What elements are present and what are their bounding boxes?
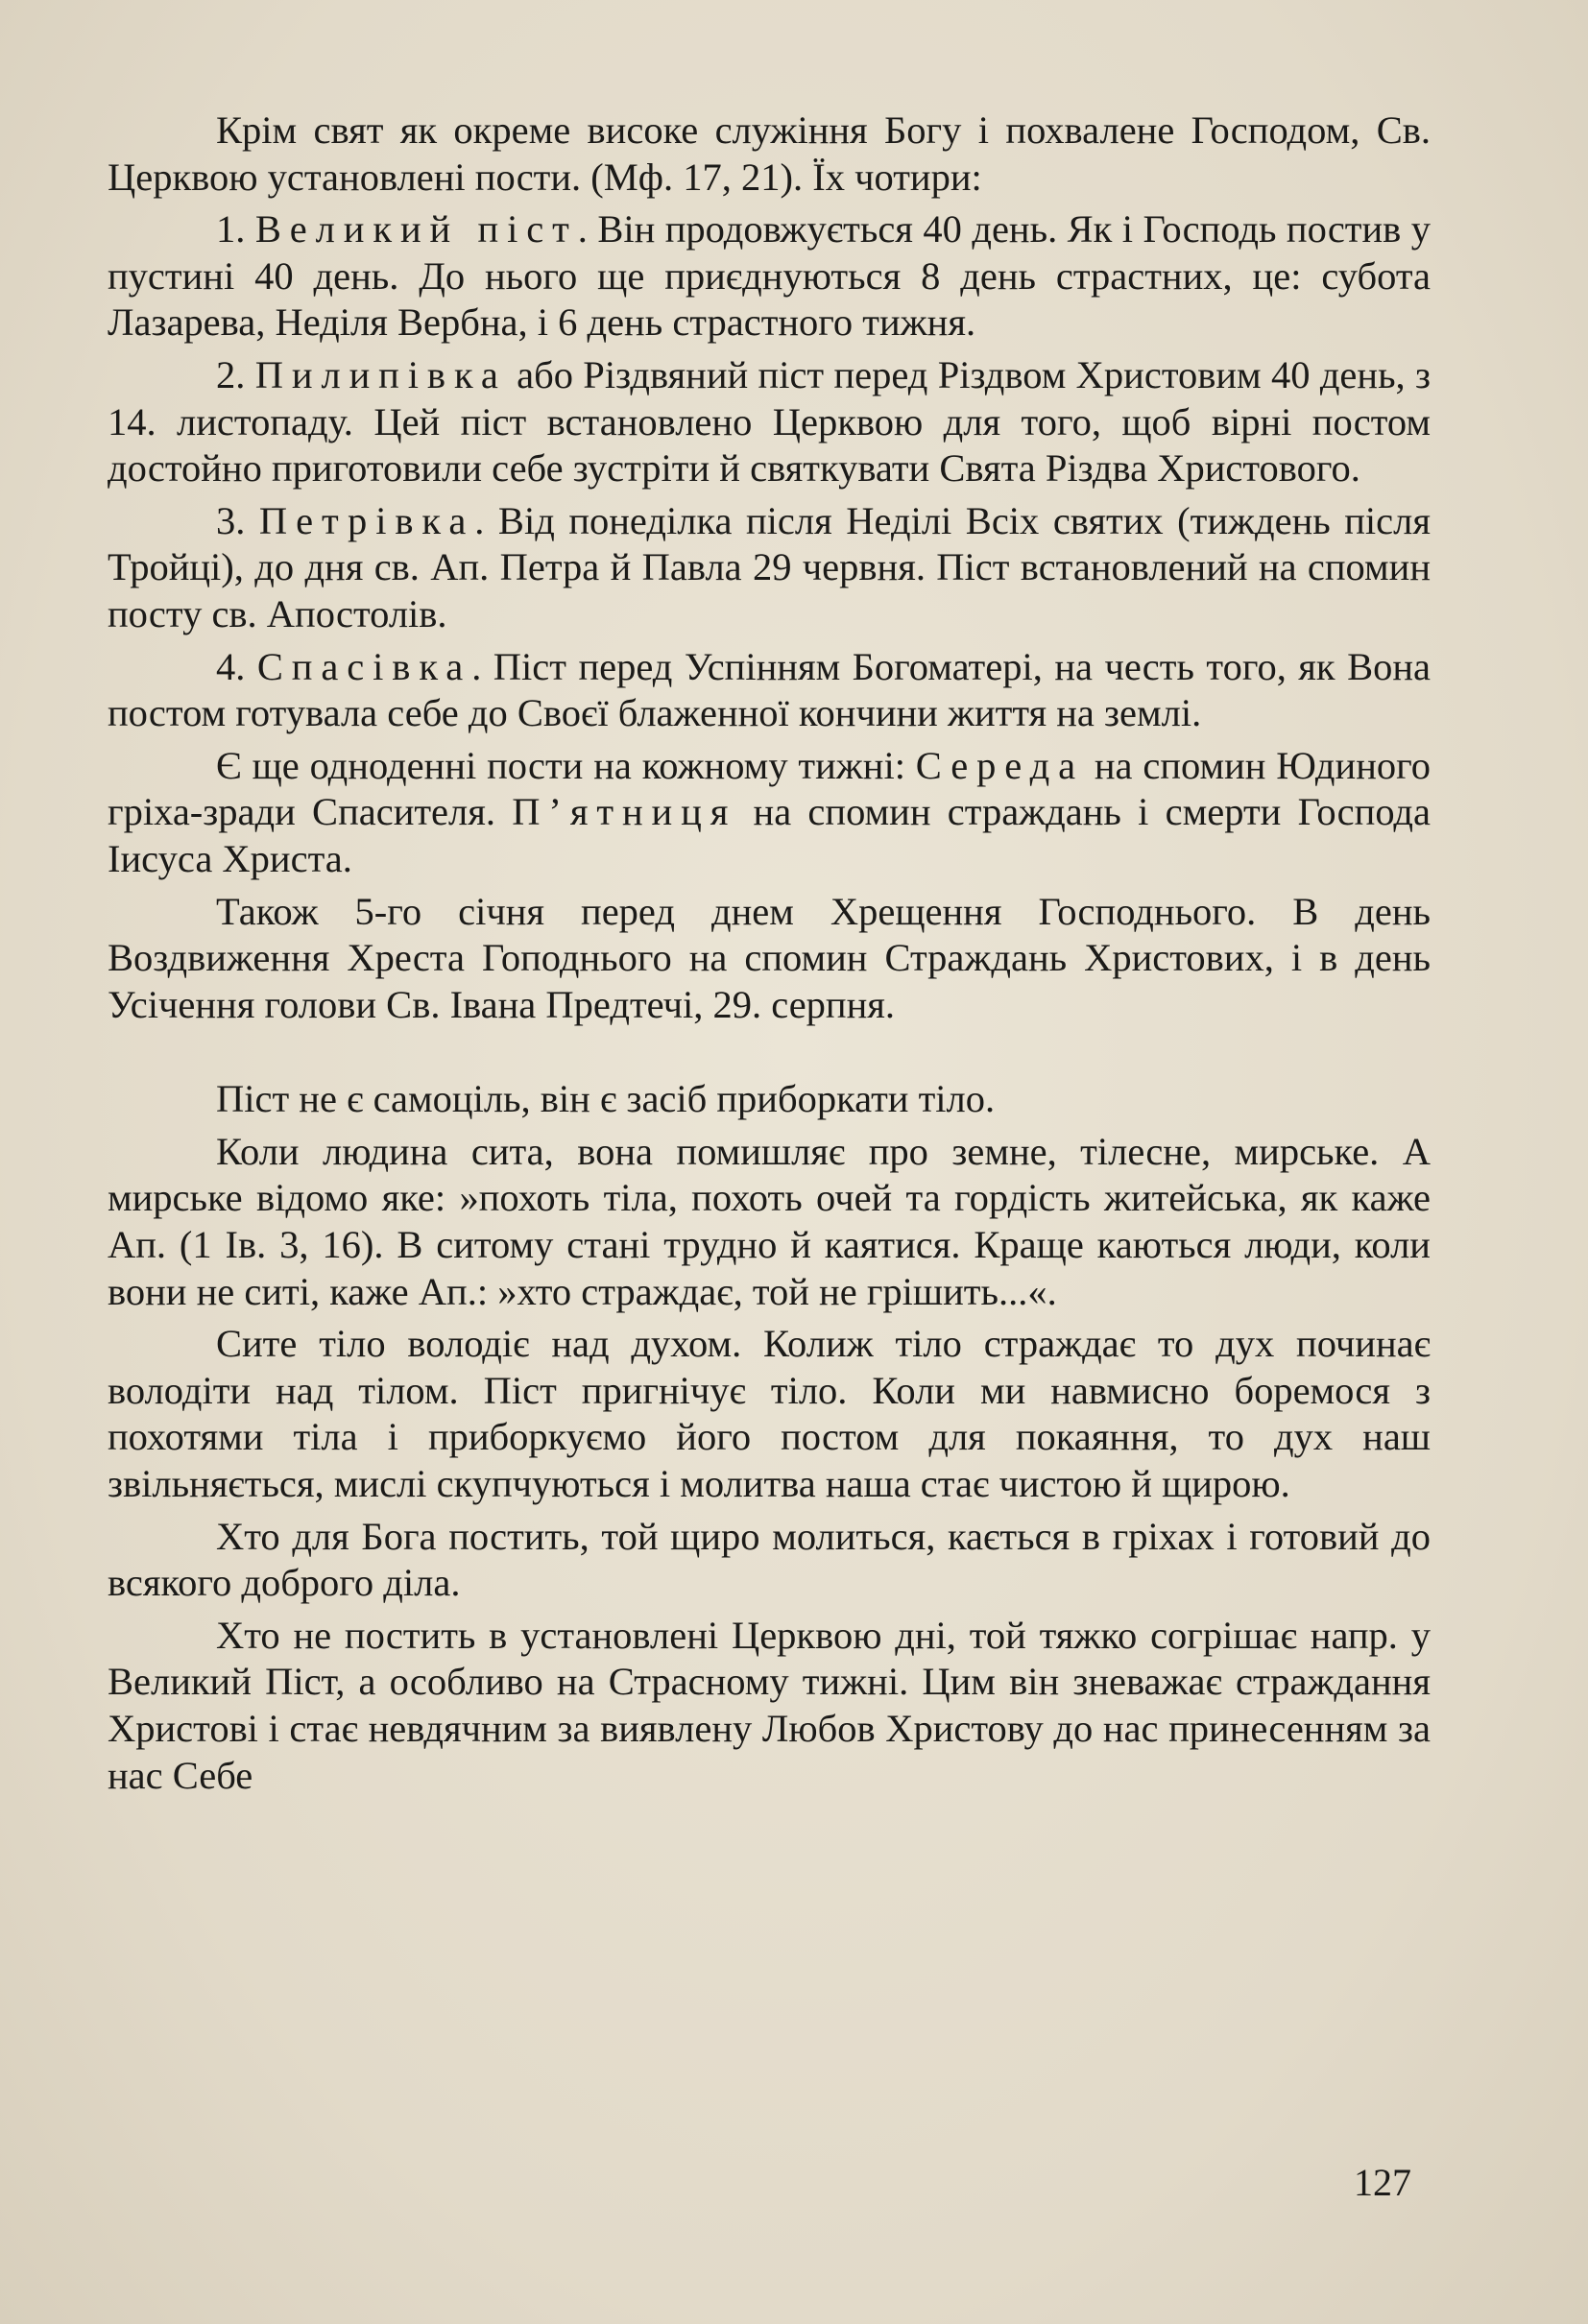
paragraph: [108, 743, 1431, 883]
paragraph: [108, 108, 1431, 201]
text-run: 4.: [216, 644, 257, 688]
body-text: [108, 108, 1431, 1805]
paragraph: [108, 1129, 1431, 1315]
paragraph: [108, 352, 1431, 492]
paragraph: [108, 206, 1431, 347]
text-run: Хто не постить в установлені Церквою дні, той тяжко согрішає напр. у Великий Піст, а особливо на Страсному тижні. Цим він зневажає страждання Христові і стає невдячним за виявлену Любов Христову до нас принесенням за нас Себе: [108, 1613, 1431, 1797]
text-run: Є ще одноденні пости на кожному тижні:: [216, 743, 916, 787]
paragraph: [108, 1321, 1431, 1507]
paragraph: [108, 644, 1431, 737]
spaced-term: Спасівка: [256, 644, 472, 688]
text-run: Також 5-го січня перед днем Хрещення Господнього. В день Воздвиження Хреста Гоподнього на спомин Страждань Христових, і в день Усічення голови Св. Івана Предтечі, 29. серпня.: [108, 889, 1431, 1026]
spaced-term: Петрівка: [258, 498, 475, 542]
text-run: 3.: [216, 498, 259, 542]
text-run: Крім свят як окреме високе служіння Богу і похвалене Господом, Св. Церквою установлені пости. (Мф. 17, 21). Їх чотири:: [108, 108, 1431, 199]
paragraph: [108, 1076, 1431, 1123]
text-run: на спомин страждань і смерти Господа Іисуса Христа.: [108, 790, 1431, 880]
text-run: на спомин Юдиного гріха-зради Спасителя.: [108, 743, 1431, 834]
text-run: . Від понеділка після Неділі Всіх святих (тиждень після Тройці), до дня св. Ап. Петра й Павла 29 червня. Піст встановлений на спомин посту св. Апостолів.: [108, 498, 1432, 635]
text-run: або Різдвяний піст перед Різдвом Христовим 40 день, з 14. листопаду. Цей піст встановлено Церквою для того, щоб вірні постом достойно приготовили себе зустріти й святкувати Свята Різдва Христового.: [108, 352, 1432, 491]
text-run: Хто для Бога постить, той щиро молиться, кається в гріхах і готовий до всякого доброго діла.: [108, 1514, 1431, 1605]
spaced-term: Середа: [915, 743, 1085, 787]
text-run: . Він продовжується 40 день. Як і Господь постив у пустині 40 день. До нього ще приєднуються 8 день страстних, це: субота Лазарева, Неділя Вербна, і 6 день страстного тижня.: [108, 207, 1432, 345]
text-run: 1.: [216, 207, 255, 252]
text-run: Піст не є самоціль, він є засіб приборкати тіло.: [216, 1077, 996, 1121]
paragraph: [108, 498, 1431, 638]
text-run: Коли людина сита, вона помишляє про земне, тілесне, мирське. А мирське відомо яке: »похоть тіла, похоть очей та гордість житейська, як каже Ап. (1 Ів. 3, 16). В ситому стані трудно й каятися. Краще каються люди, коли вони не ситі, каже Ап.: »хто страждає, той не грішить...«.: [108, 1129, 1431, 1313]
text-run: . Піст перед Успінням Богоматері, на честь того, як Вона постом готувала себе до Своєї блаженної кончини життя на землі.: [108, 644, 1431, 735]
spaced-term: Пилипівка: [254, 352, 507, 396]
page-number: 127: [1354, 2161, 1411, 2204]
paragraph: [108, 889, 1431, 1029]
spaced-term: П’ятниця: [512, 790, 737, 834]
paragraph: [108, 1514, 1431, 1607]
text-run: 2.: [216, 352, 255, 396]
spaced-term: Великий піст: [254, 207, 578, 252]
paragraph: [108, 1613, 1431, 1799]
text-run: Сите тіло володіє над духом. Колиж тіло страждає то дух починає володіти над тілом. Піст пригнічує тіло. Коли ми навмисно боремося з похотями тіла і приборкуємо його постом для покаяння, то дух наш звільняється, мислі скупчуються і молитва наша стає чистою й щирою.: [108, 1322, 1431, 1506]
